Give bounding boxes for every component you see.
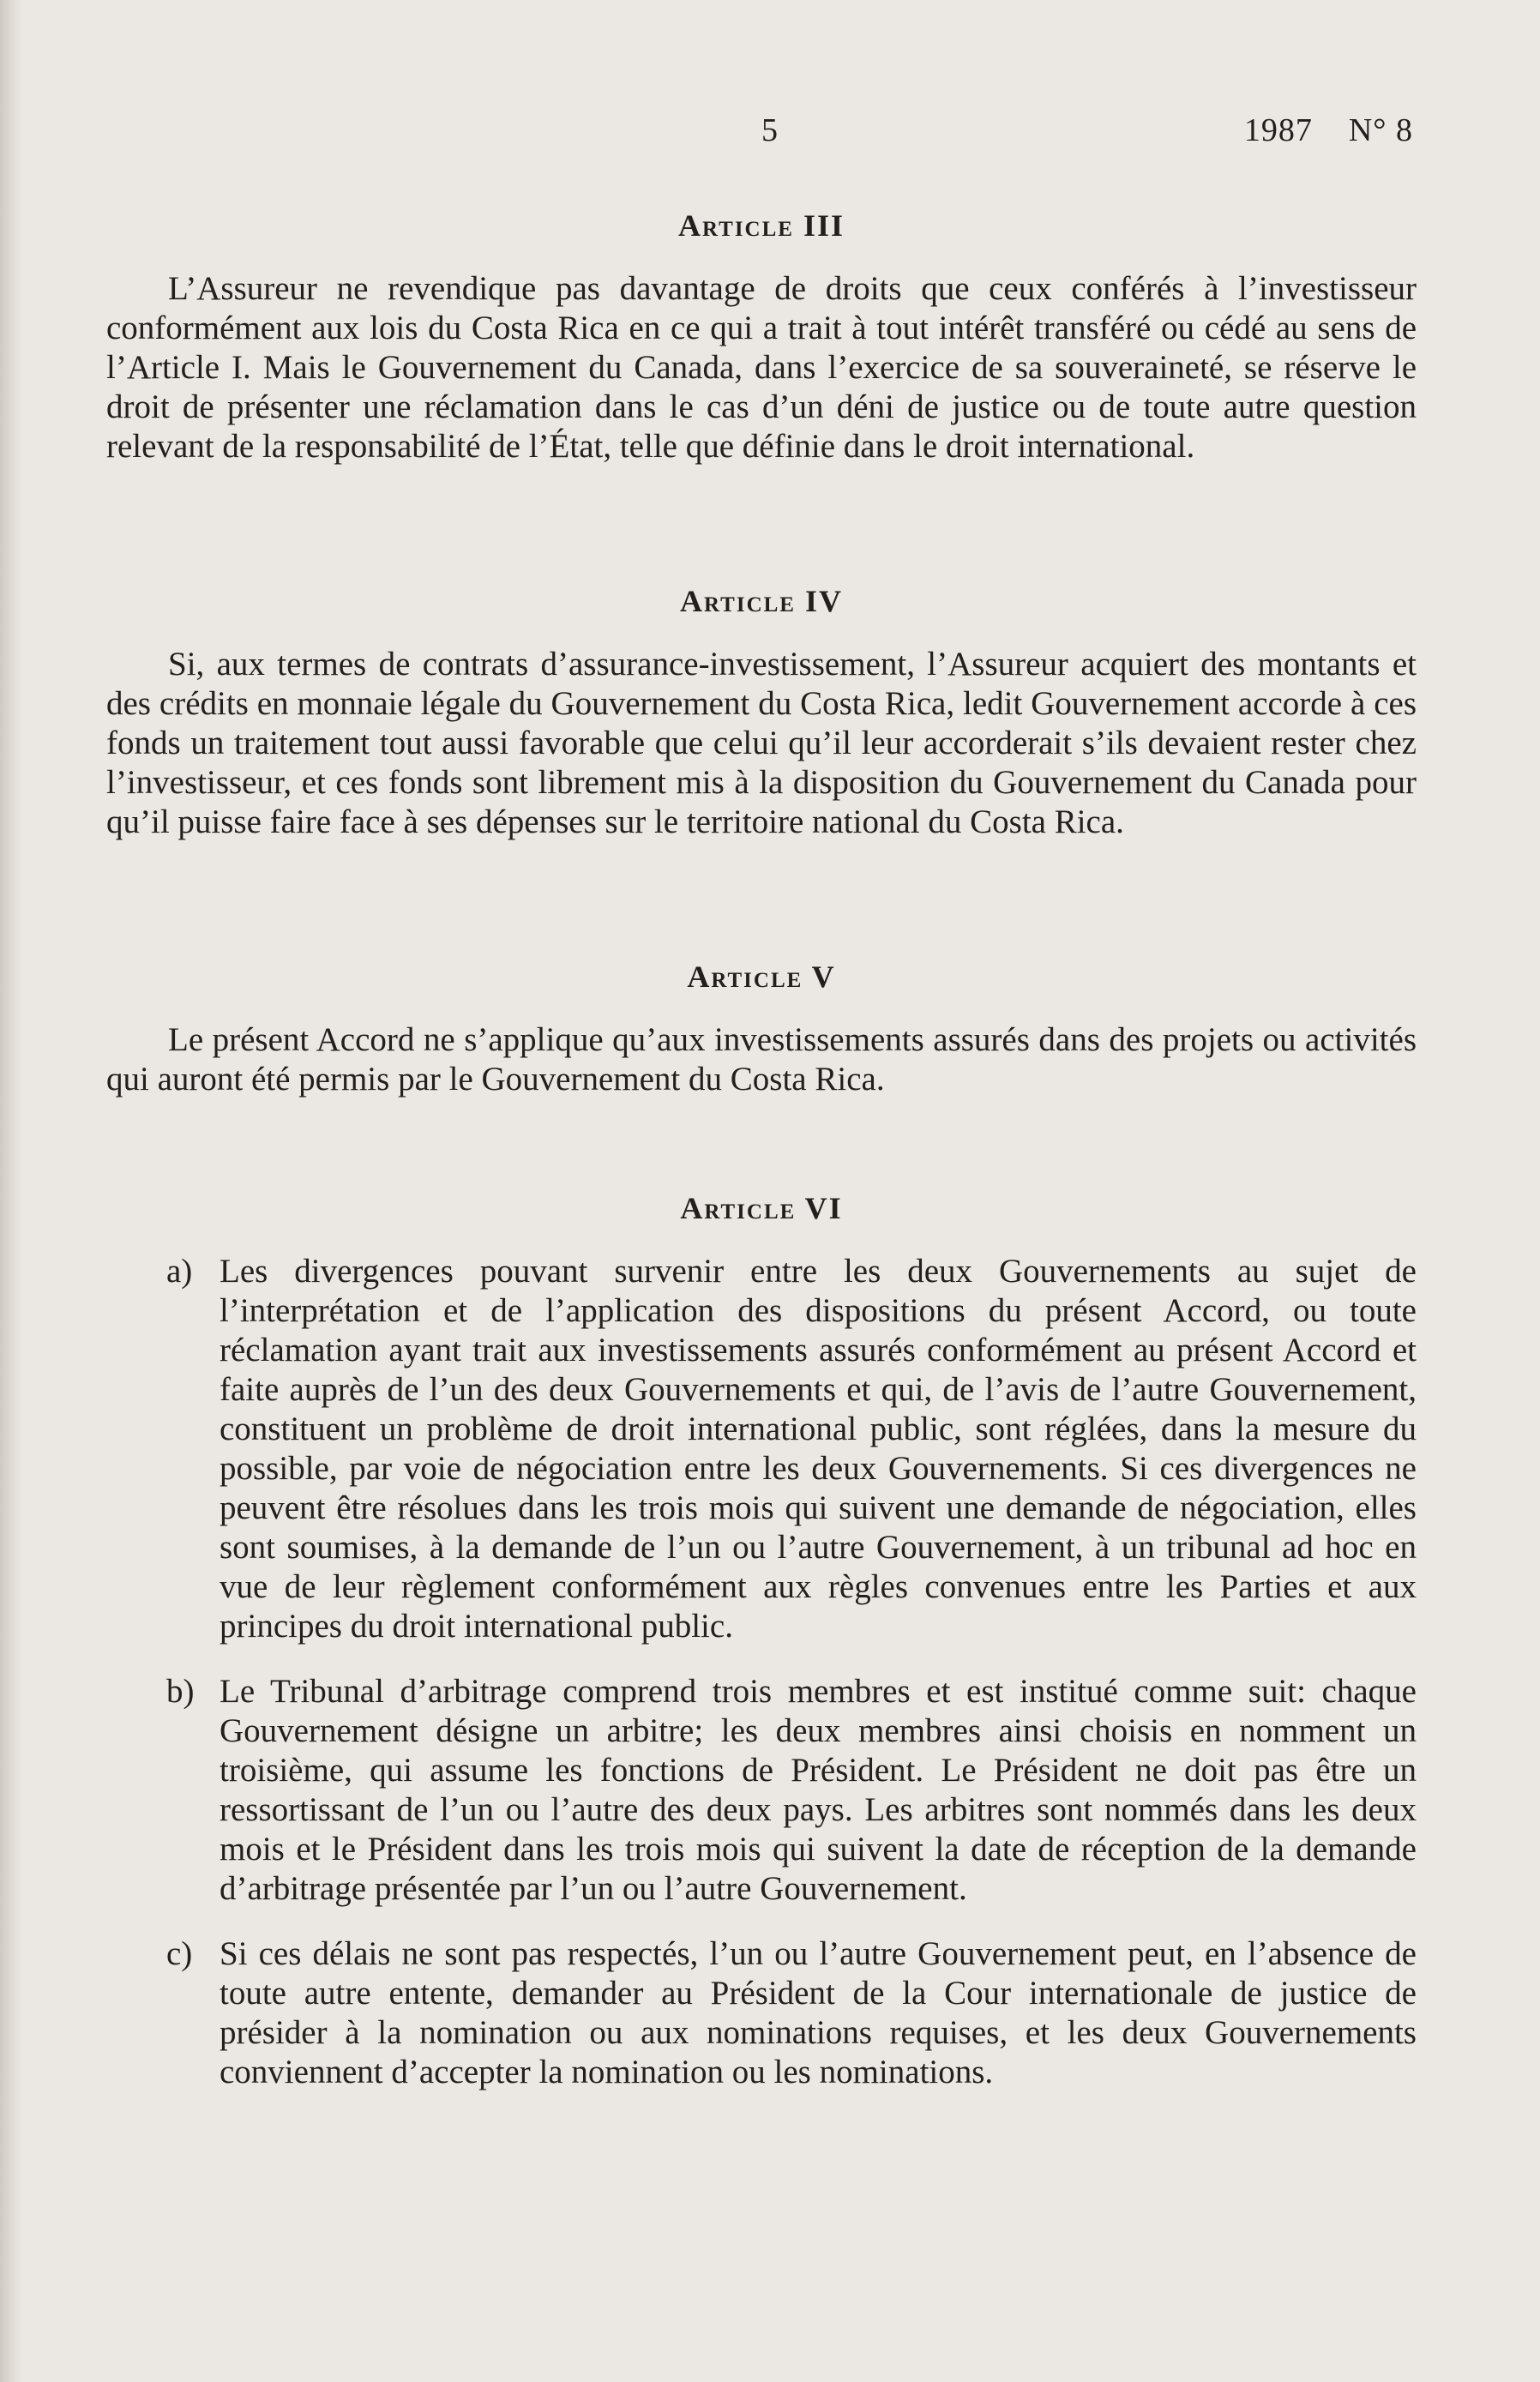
list-item-text: Le Tribunal d’arbitrage comprend trois membres et est institué comme suit: chaque Gouvernement désigne un arbitre; les deux membres ainsi choisis en nomment un troisième, qui assume les fonctions de Président. Le Président ne doit pas être un ressortissant de l’un ou l’autre des deux pays. Les arbitres sont nommés dans les deux mois et le Président dans les trois mois qui suivent la date de réception de la demande d’arbitrage présentée par l’un ou l’autre Gouvernement.: [220, 1673, 1417, 1907]
list-item-text: Les divergences pouvant survenir entre les deux Gouvernements au sujet de l’interprétation et de l’application des dispositions du présent Accord, ou toute réclamation ayant trait aux investissements assurés conformément au présent Accord et faite auprès de l’un des deux Gouvernements et qui, de l’avis de l’autre Gouvernement, constituent un problème de droit international public, sont réglées, dans la mesure du possible, par voie de négociation entre les deux Gouvernements. Si ces divergences ne peuvent être résolues dans les trois mois qui suivent une demande de négociation, elles sont soumises, à la demande de l’un ou l’autre Gouvernement, à un tribunal ad hoc en vue de leur règlement conformément aux règles convenues entre les Parties et aux principes du droit international public.: [220, 1253, 1417, 1645]
article-heading: Article VI: [680, 1191, 843, 1225]
list-item: [106, 1934, 1417, 2092]
document-year: 1987: [1243, 112, 1313, 148]
article-heading: Article V: [687, 959, 836, 994]
article-heading: Article III: [677, 208, 845, 243]
list-item: [106, 1672, 1417, 1909]
list-item-label: a): [166, 1253, 193, 1290]
list-item-label: b): [166, 1673, 195, 1710]
list-item-label: c): [166, 1935, 193, 1972]
page-number: 5: [761, 112, 778, 148]
article-paragraph: L’Assureur ne revendique pas davantage de droits que ceux conférés à l’investisseur conformément aux lois du Costa Rica en ce qui a trait à tout intérêt transféré ou cédé au sens de l’Article I. Mais le Gouvernement du Canada, dans l’exercice de sa souveraineté, se réserve le droit de présenter une réclamation dans le cas d’un déni de justice ou de toute autre question relevant de la responsabilité de l’État, telle que définie dans le droit international.: [106, 270, 1417, 465]
list-item: [106, 1252, 1417, 1646]
document-body: [106, 206, 1417, 2092]
page-gutter-shadow: [0, 0, 22, 2382]
list-item-text: Si ces délais ne sont pas respectés, l’un ou l’autre Gouvernement peut, en l’absence de toute autre entente, demander au Président de la Cour internationale de justice de présider à la nomination ou aux nominations requises, et les deux Gouvernements conviennent d’accepter la nomination ou les nominations.: [220, 1935, 1417, 2090]
article-paragraph: Si, aux termes de contrats d’assurance-investissement, l’Assureur acquiert des montants et des crédits en monnaie légale du Gouvernement du Costa Rica, ledit Gouvernement accorde à ces fonds un traitement tout aussi favorable que celui qu’il leur accorderait s’ils devaient rester chez l’investisseur, et ces fonds sont librement mis à la disposition du Gouvernement du Canada pour qu’il puisse faire face à ses dépenses sur le territoire national du Costa Rica.: [106, 646, 1417, 840]
document-reference: [1244, 111, 1413, 149]
document-number: N° 8: [1348, 112, 1413, 148]
article-heading: Article IV: [680, 584, 843, 618]
article-paragraph: Le présent Accord ne s’applique qu’aux investissements assurés dans des projets ou activités qui auront été permis par le Gouvernement du Costa Rica.: [106, 1021, 1417, 1098]
